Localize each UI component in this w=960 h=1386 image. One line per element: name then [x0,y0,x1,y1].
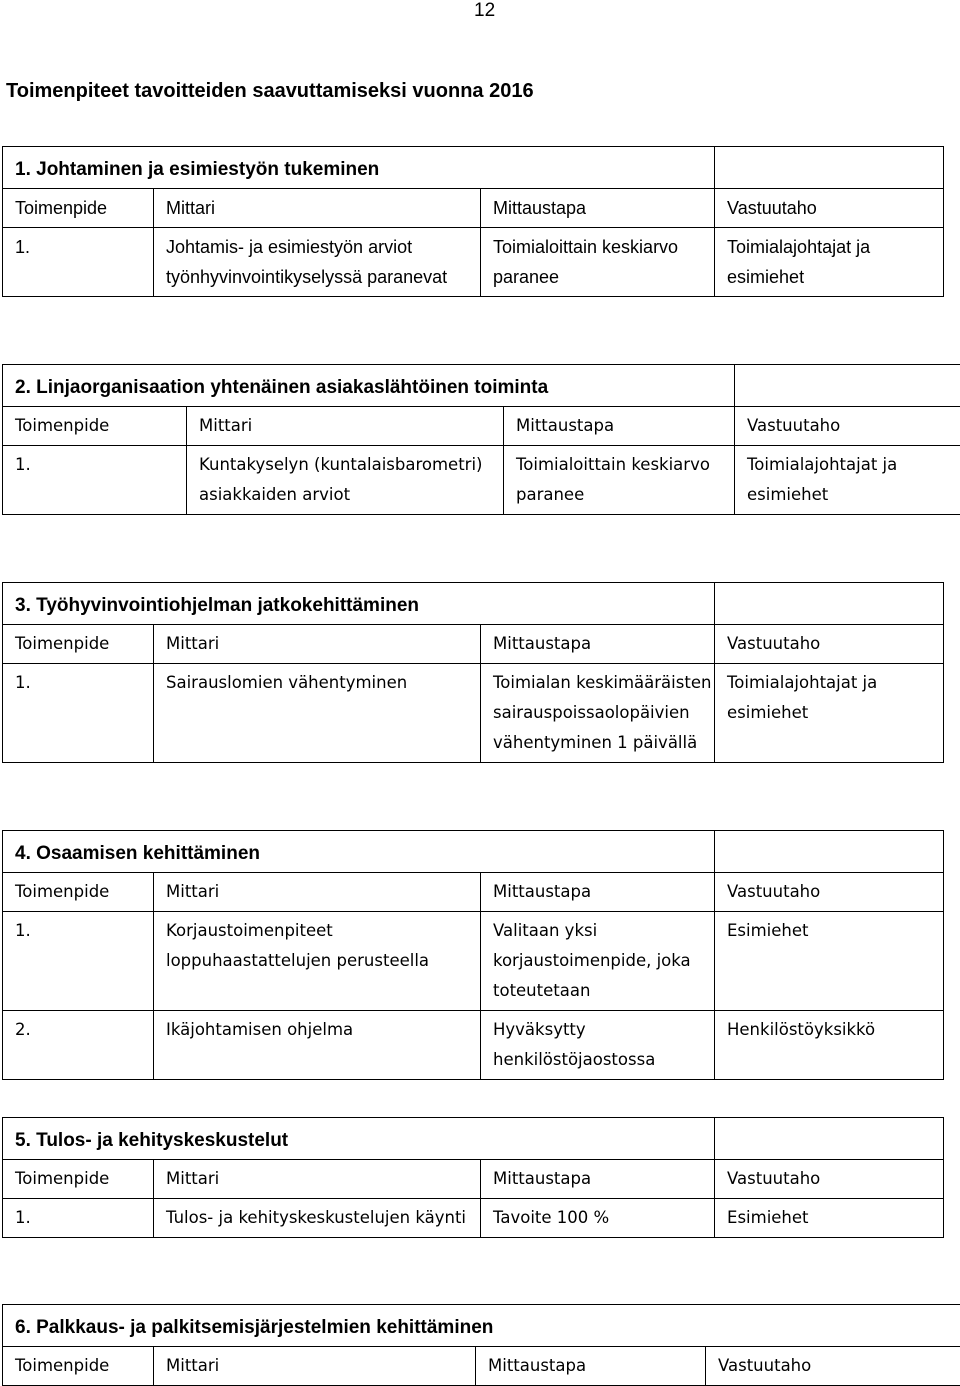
row-method: Toimialoittain keskiarvo paranee [504,446,735,515]
document-title: Toimenpiteet tavoitteiden saavuttamiseksi vuonna 2016 [6,80,534,102]
header-metric: Mittari [154,625,481,664]
section-title-empty-cell [715,583,944,625]
row-metric: Ikäjohtamisen ohjelma [154,1011,481,1080]
row-responsible: Toimialajohtajat ja esimiehet [715,664,944,763]
header-row [3,1160,944,1199]
header-row [3,189,944,228]
section-title: 3. Työhyvinvointiohjelman jatkokehittäminen [3,583,715,625]
row-method: Valitaan yksi korjaustoimenpide, joka toteutetaan [481,912,715,1011]
row-number: 1. [3,664,154,763]
header-row [3,873,944,912]
section-table-4 [2,830,944,1080]
table-row [3,228,944,297]
row-method: Tavoite 100 % [481,1199,715,1238]
header-metric: Mittari [154,1347,476,1386]
row-number: 1. [3,1199,154,1238]
header-metric: Mittari [187,407,504,446]
section-table-5 [2,1117,944,1238]
section-table-2 [2,364,960,515]
row-number: 2. [3,1011,154,1080]
row-responsible: Toimialajohtajat ja esimiehet [735,446,960,515]
row-metric: Tulos- ja kehityskeskustelujen käynti [154,1199,481,1238]
header-measure: Toimenpide [3,1160,154,1199]
row-method: Toimialan keskimääräisten sairauspoissaolopäivien vähentyminen 1 päivällä [481,664,715,763]
section-title: 6. Palkkaus- ja palkitsemisjärjestelmien kehittäminen [3,1305,960,1347]
header-method: Mittaustapa [481,189,715,228]
header-metric: Mittari [154,1160,481,1199]
page-number: 12 [474,0,496,21]
row-number: 1. [3,446,187,515]
table-row [3,446,960,515]
table-row [3,1199,944,1238]
table-row [3,1011,944,1080]
header-method: Mittaustapa [481,625,715,664]
header-responsible: Vastuutaho [715,1160,944,1199]
header-row [3,625,944,664]
header-responsible: Vastuutaho [706,1347,960,1386]
section-table-3 [2,582,944,763]
section-title: 4. Osaamisen kehittäminen [3,831,715,873]
section-title-empty-cell [715,1118,944,1160]
header-method: Mittaustapa [476,1347,706,1386]
row-method: Toimialoittain keskiarvo paranee [481,228,715,297]
row-metric: Kuntakyselyn (kuntalaisbarometri) asiakkaiden arviot [187,446,504,515]
header-row [3,407,960,446]
header-method: Mittaustapa [481,1160,715,1199]
row-responsible: Esimiehet [715,912,944,1011]
section-title: 5. Tulos- ja kehityskeskustelut [3,1118,715,1160]
table-row [3,912,944,1011]
row-method: Hyväksytty henkilöstöjaostossa [481,1011,715,1080]
header-measure: Toimenpide [3,189,154,228]
section-title: 2. Linjaorganisaation yhtenäinen asiakaslähtöinen toiminta [3,365,735,407]
header-method: Mittaustapa [504,407,735,446]
row-number: 1. [3,228,154,297]
row-metric: Johtamis- ja esimiestyön arviot työnhyvinvointikyselyssä paranevat [154,228,481,297]
header-responsible: Vastuutaho [735,407,960,446]
table-row [3,664,944,763]
section-title: 1. Johtaminen ja esimiestyön tukeminen [3,147,715,189]
header-measure: Toimenpide [3,873,154,912]
row-metric: Korjaustoimenpiteet loppuhaastattelujen perusteella [154,912,481,1011]
header-responsible: Vastuutaho [715,189,944,228]
header-measure: Toimenpide [3,625,154,664]
header-method: Mittaustapa [481,873,715,912]
header-row [3,1347,960,1386]
section-title-empty-cell [715,831,944,873]
section-table-6 [2,1304,960,1386]
row-number: 1. [3,912,154,1011]
section-title-empty-cell [715,147,944,189]
section-title-empty-cell [735,365,960,407]
row-responsible: Esimiehet [715,1199,944,1238]
header-metric: Mittari [154,873,481,912]
row-responsible: Toimialajohtajat ja esimiehet [715,228,944,297]
header-responsible: Vastuutaho [715,625,944,664]
row-metric: Sairauslomien vähentyminen [154,664,481,763]
row-responsible: Henkilöstöyksikkö [715,1011,944,1080]
header-measure: Toimenpide [3,407,187,446]
section-table-1 [2,146,944,297]
header-measure: Toimenpide [3,1347,154,1386]
header-responsible: Vastuutaho [715,873,944,912]
header-metric: Mittari [154,189,481,228]
